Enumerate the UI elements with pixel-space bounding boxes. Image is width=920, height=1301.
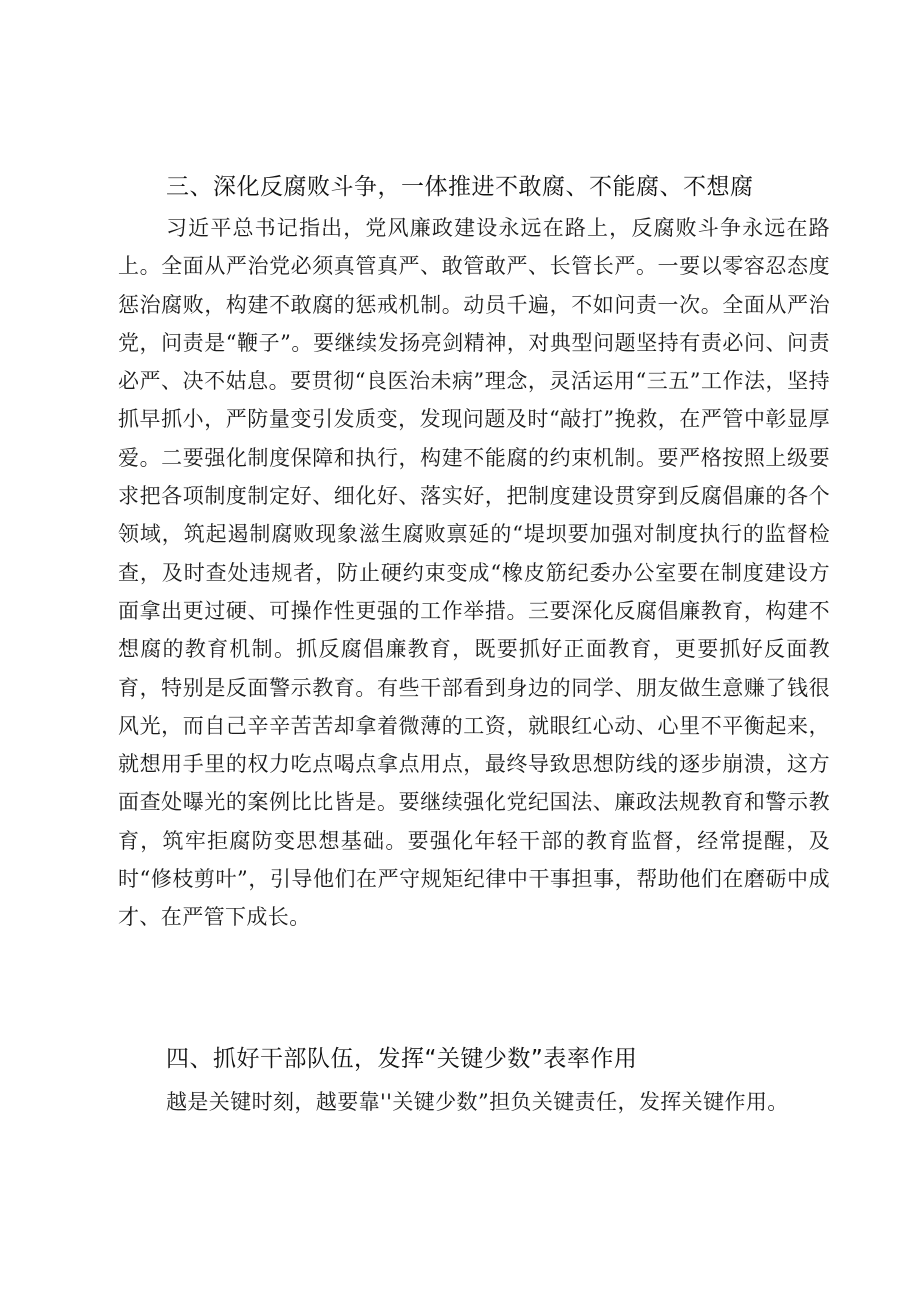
section-three-paragraph: 习近平总书记指出，党风廉政建设永远在路上，反腐败斗争永远在路上。全面从严治党必须真管真严、敢管敢严、长管长严。一要以零容忍态度惩治腐败，构建不敢腐的惩戒机制。动员千遍，不如问责一次。全面从严治党，问责是“鞭子”。要继续发扬亮剑精神，对典型问题坚持有责必问、问责必严、决不姑息。要贯彻“良医治未病”理念，灵活运用“三五”工作法，坚持抓早抓小，严防量变引发质变，发现问题及时“敲打”挽救，在严管中彰显厚爱。二要强化制度保障和执行，构建不能腐的约束机制。要严格按照上级要求把各项制度制定好、细化好、落实好，把制度建设贯穿到反腐倡廉的各个领域，筑起遏制腐败现象滋生腐败禀延的“堤坝要加强对制度执行的监督检查，及时查处违规者，防止硬约束变成“橡皮筋纪委办公室要在制度建设方面拿出更过硬、可操作性更强的工作举措。三要深化反腐倡廉教育，构建不想腐的教育机制。抓反腐倡廉教育，既要抓好正面教育，更要抓好反面教育，特别是反面警示教育。有些干部看到身边的同学、朋友做生意赚了钱很风光，而自己辛辛苦苦却拿着微薄的工资，就眼红心动、心里不平衡起来，就想用手里的权力吃点喝点拿点用点，最终导致思想防线的逐步崩溃，这方面查处曝光的案例比比皆是。要继续强化党纪国法、廉政法规教育和警示教育，筑牢拒腐防变思想基础。要强化年轻干部的教育监督，经常提醒，及时“修枝剪叶”，引导他们在严守规矩纪律中干事担事，帮助他们在磨砺中成才、在严管下成长。	[118, 216, 830, 930]
section-three-heading: 三、深化反腐败斗争，一体推进不敢腐、不能腐、不想腐	[166, 174, 754, 200]
section-four-heading: 四、抓好干部队伍，发挥“关键少数”表率作用	[166, 1046, 638, 1072]
section-four-paragraph: 越是关键时刻，越要靠''关键少数”担负关键责任，发挥关键作用。	[166, 1090, 789, 1114]
